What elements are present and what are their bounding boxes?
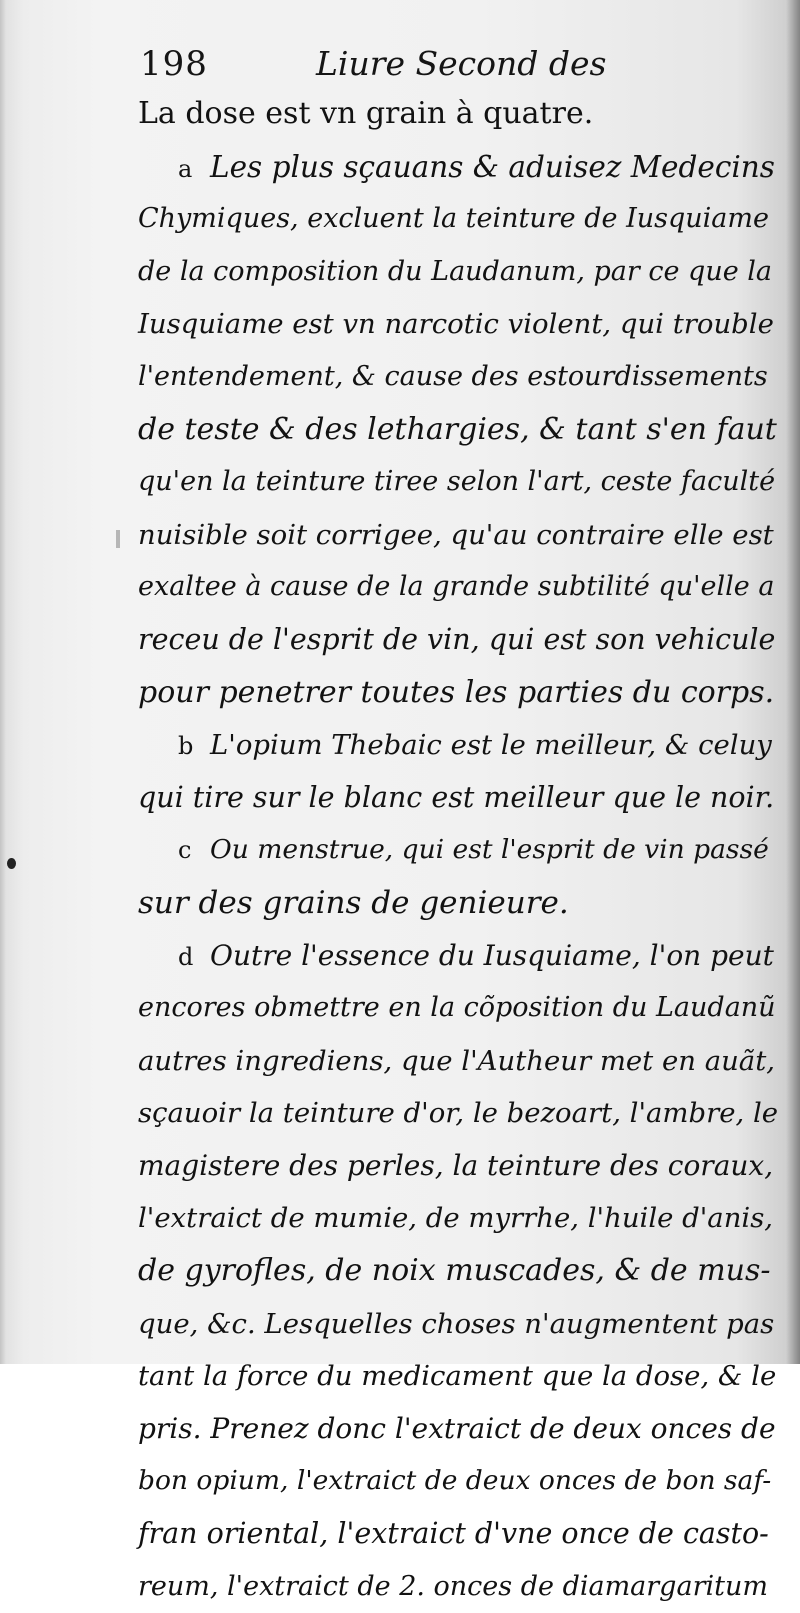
text-line [138, 719, 778, 772]
text-line [138, 930, 778, 983]
text-line [138, 351, 778, 404]
text-line [138, 667, 778, 720]
line-text: qui tire sur le blanc est meilleur que le noir. [138, 780, 775, 814]
text-line [138, 298, 778, 351]
page-left-shadow [0, 0, 6, 1364]
text-line [138, 1087, 778, 1140]
text-line [138, 246, 778, 299]
footnote-marker: c [178, 836, 192, 865]
text-line [138, 1455, 778, 1508]
text-line [138, 88, 778, 141]
running-head: Liure Second des [316, 44, 607, 83]
line-text: de la composition du Laudanum, par ce que la [138, 255, 772, 287]
footnote-marker: a [178, 154, 193, 183]
margin-mark [116, 530, 120, 548]
line-text: fran oriental, l'extraict d'vne once de casto- [138, 1517, 769, 1551]
line-text: Iusquiame est vn narcotic violent, qui trouble [138, 308, 774, 341]
text-line [138, 1403, 778, 1456]
text-line [138, 614, 778, 667]
text-line [138, 1298, 778, 1351]
line-text: La dose est vn grain à quatre. [138, 96, 594, 131]
text-line [138, 141, 778, 194]
line-text: Ou menstrue, qui est l'esprit de vin passé [210, 834, 769, 866]
text-line [138, 1561, 778, 1613]
line-text: L'opium Thebaic est le meilleur, & celuy [210, 729, 772, 762]
line-text: encores obmettre en la cõposition du Laudanũ [138, 992, 776, 1024]
text-line [138, 824, 778, 877]
page-right-shadow [786, 0, 800, 1364]
line-text: que, &c. Lesquelles choses n'augmentent pas [138, 1307, 775, 1340]
line-text: de teste & des lethargies, & tant s'en faut [138, 411, 777, 447]
line-text: receu de l'esprit de vin, qui est son vehicule [138, 622, 776, 656]
text-line [138, 1245, 778, 1298]
text-line [138, 1140, 778, 1193]
line-text: autres ingrediens, que l'Autheur met en auãt, [138, 1044, 775, 1077]
line-text: reum, l'extraict de 2. onces de diamargaritum [138, 1570, 768, 1602]
line-text: bon opium, l'extraict de deux onces de bon saf- [138, 1465, 772, 1497]
text-line [138, 404, 778, 457]
line-text: tant la force du medicament que la dose, & le [138, 1360, 777, 1393]
text-line [138, 1508, 778, 1561]
line-text: nuisible soit corrigee, qu'au contraire elle est [138, 518, 774, 551]
text-line [138, 193, 778, 246]
line-text: Outre l'essence du Iusquiame, l'on peut [210, 938, 774, 972]
line-text: magistere des perles, la teinture des coraux, [138, 1148, 774, 1182]
text-line [138, 456, 778, 509]
text-line [138, 561, 778, 614]
line-text: sur des grains de genieure. [138, 884, 569, 921]
line-text: de gyrofles, de noix muscades, & de mus- [138, 1253, 771, 1289]
text-line [138, 772, 778, 825]
line-text: l'extraict de mumie, de myrrhe, l'huile d'anis, [138, 1202, 774, 1235]
text-line [138, 1350, 778, 1403]
line-text: qu'en la teinture tiree selon l'art, ceste faculté [138, 466, 776, 498]
line-text: exaltee à cause de la grande subtilité qu'elle a [138, 571, 775, 603]
line-text: l'entendement, & cause des estourdissements [138, 360, 768, 392]
page-number: 198 [140, 44, 208, 84]
page-header [140, 44, 660, 90]
text-line [138, 1192, 778, 1245]
text-line [138, 509, 778, 562]
text-line [138, 877, 778, 930]
text-line [138, 1035, 778, 1088]
line-text: sçauoir la teinture d'or, le bezoart, l'ambre, le [138, 1097, 779, 1130]
footnote-marker: b [178, 732, 194, 761]
line-text: Chymiques, excluent la teinture de Iusquiame [138, 203, 769, 235]
line-text: Les plus sçauans & aduisez Medecins [210, 149, 775, 184]
line-text: pour penetrer toutes les parties du corps. [138, 674, 775, 710]
page-body-text [138, 88, 778, 1613]
line-text: pris. Prenez donc l'extraict de deux onces de [138, 1411, 776, 1445]
ink-spot [7, 858, 16, 869]
footnote-marker: d [178, 942, 194, 971]
text-line [138, 982, 778, 1035]
